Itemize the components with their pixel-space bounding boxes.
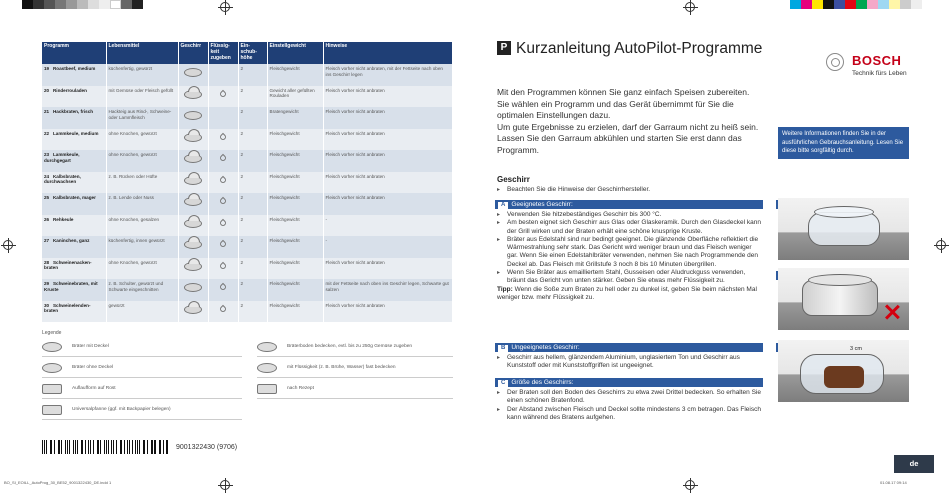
tip: Tipp: Wenn die Soße zum Braten zu hell oder zu dunkel ist, geben Sie beim nächsten Mal weniger bzw. mehr Flüssigkeit zu. bbox=[497, 285, 757, 301]
programme-note: Fleisch vorher nicht anbraten bbox=[325, 195, 385, 200]
roaster-with-lid-icon bbox=[184, 197, 202, 206]
programme-number: 26 bbox=[44, 216, 50, 222]
legend-item: Bräter ohne Deckel bbox=[42, 358, 242, 378]
programme-name: Kalbsbraten, mager bbox=[52, 195, 96, 200]
illustration-metal-roaster bbox=[778, 268, 909, 330]
recipe-book-icon bbox=[257, 384, 277, 394]
legend-item: nach Rezept bbox=[257, 379, 453, 399]
legend-item: mit Flüssigkeit (z. B. Brühe, Wasser) fast bedecken bbox=[257, 358, 453, 378]
setting-weight: Fleischgewicht bbox=[269, 302, 300, 308]
page-title: Kurzanleitung AutoPilot-Programme bbox=[516, 40, 763, 57]
liquid-icon bbox=[219, 89, 227, 97]
shelf-level: 2 bbox=[240, 87, 244, 93]
liquid-icon bbox=[219, 304, 227, 312]
food-description: ohne Knochen, gewürzt bbox=[108, 152, 157, 157]
section-c-list: ▸ Der Braten soll den Boden des Geschirrs zu etwa zwei Drittel bedecken. So erhalten Sie einen schönen Bratenfond. ▸ Der Abstand zwischen Fleisch und Deckel sollte mindestens 3 cm betragen. Das Fleisch kann während des Bratens aufgehen. bbox=[497, 389, 763, 422]
unsuitable-cross-icon bbox=[884, 304, 900, 320]
programme-name: Schweinelenden-braten bbox=[44, 302, 91, 314]
setting-weight: Fleischgewicht bbox=[269, 152, 300, 157]
roaster-with-lid-icon bbox=[184, 240, 202, 249]
roaster-with-lid-icon bbox=[42, 342, 62, 352]
col-einstellgewicht: Einstellgewicht bbox=[267, 42, 323, 64]
intro-text: Mit den Programmen können Sie ganz einfach Speisen zubereiten. Sie wählen ein Programm und das Gerät übernimmt für Sie die optimalen Einstellungen dazu. Um gute Ergebnisse zu erzielen, darf der Garraum nicht zu heiß sein. Lassen Sie den Garraum abkühlen und starten Sie erst dann das Programm. bbox=[497, 87, 759, 155]
registration-mark-icon bbox=[3, 240, 13, 250]
setting-weight: Bratengewicht bbox=[269, 109, 299, 114]
programme-number: 20 bbox=[44, 87, 50, 93]
info-box: Weitere Informationen finden Sie in der ausführlichen Gebrauchsanleitung. Lesen Sie diese bitte sorgfältig durch. bbox=[778, 127, 909, 159]
table-row bbox=[42, 215, 453, 237]
programme-note: Fleisch vorher nicht anbraten bbox=[325, 109, 385, 114]
programme-note: Fleisch vorher nicht anbraten bbox=[325, 130, 385, 136]
food-description: Hackteig aus Rind-, Schweine- oder Lammfleisch bbox=[108, 109, 172, 120]
programme-name: Rehkeule bbox=[52, 216, 74, 222]
legend-item: Bräterboden bedecken, evtl. bis zu 250g Gemüse zugeben bbox=[257, 337, 453, 357]
brand-tagline: Technik fürs Leben bbox=[852, 70, 907, 77]
barcode-number: 9001322430 (9706) bbox=[176, 444, 238, 451]
registration-mark-icon bbox=[685, 480, 695, 490]
col-geschirr: Geschirr bbox=[178, 42, 208, 64]
registration-mark-icon bbox=[220, 2, 230, 12]
liquid-broth-icon bbox=[257, 363, 277, 373]
shelf-level: 2 bbox=[240, 238, 244, 243]
programme-name: Schweinebraten, mit Kruste bbox=[44, 281, 98, 292]
table-row bbox=[42, 86, 453, 108]
col-einschubhoehe: Ein-schub-höhe bbox=[238, 42, 267, 64]
setting-weight: Fleischgewicht bbox=[269, 195, 300, 200]
col-lebensmittel: Lebensmittel bbox=[106, 42, 178, 64]
programme-note: Fleisch vorher nicht anbraten bbox=[325, 87, 385, 93]
liquid-icon bbox=[219, 261, 227, 269]
setting-weight: Fleischgewicht bbox=[269, 173, 300, 179]
programme-number: 29 bbox=[44, 281, 50, 286]
roaster-without-lid-icon bbox=[184, 68, 202, 77]
programme-note: Fleisch vorher nicht anbraten bbox=[325, 173, 385, 179]
food-description: gewürzt bbox=[108, 302, 125, 308]
programme-number: 30 bbox=[44, 302, 50, 308]
shelf-level: 2 bbox=[240, 259, 244, 265]
programme-number: 24 bbox=[44, 173, 50, 179]
language-badge: de bbox=[894, 455, 934, 473]
liquid-roaster-icon bbox=[257, 342, 277, 352]
programme-number: 22 bbox=[44, 130, 50, 136]
roaster-with-lid-icon bbox=[184, 90, 202, 99]
roaster-without-lid-icon bbox=[184, 111, 202, 120]
print-file-info: BO_SI_EOILL_AutoProg_30_BE52_9001322430_DE.indd 1 bbox=[4, 480, 112, 485]
legend-item: Bräter mit Deckel bbox=[42, 337, 242, 357]
table-row bbox=[42, 107, 453, 129]
programme-note: Fleisch vorher nicht anbraten, mit der Fettseite nach oben ins Geschirr legen bbox=[325, 66, 443, 77]
shelf-level: 2 bbox=[240, 109, 244, 114]
programme-note: mit der Fettseite nach oben ins Geschirr legen, Schwarte gut salzen bbox=[325, 281, 449, 292]
roaster-with-lid-icon bbox=[184, 219, 202, 228]
roaster-without-lid-icon bbox=[42, 363, 62, 373]
liquid-icon bbox=[219, 283, 227, 291]
baking-dish-rack-icon bbox=[42, 384, 62, 394]
universal-pan-icon bbox=[42, 405, 62, 415]
print-date: 01.08.17 09:14 bbox=[880, 480, 907, 485]
distance-annotation: 3 cm bbox=[850, 346, 862, 352]
shelf-level: 2 bbox=[240, 173, 244, 179]
section-a-header: A Geeignetes Geschirr: bbox=[495, 200, 763, 209]
liquid-icon bbox=[219, 218, 227, 226]
food-description: küchenfertig, gewürzt bbox=[108, 66, 153, 71]
programme-number: 21 bbox=[44, 109, 50, 114]
brand-name: BOSCH bbox=[852, 53, 902, 68]
color-bars-right bbox=[790, 0, 922, 9]
programme-number: 25 bbox=[44, 195, 50, 200]
liquid-icon bbox=[219, 154, 227, 162]
liquid-icon bbox=[219, 197, 227, 205]
legend-item: Universalpfanne (ggf. mit Backpapier belegen) bbox=[42, 400, 242, 420]
setting-weight: Fleischgewicht bbox=[269, 130, 300, 136]
food-description: mit Gemüse oder Fleisch gefüllt bbox=[108, 87, 174, 93]
col-fluessigkeit: Flüssig-keit zugeben bbox=[208, 42, 238, 64]
food-description: ohne Knochen, gewürzt bbox=[108, 259, 157, 265]
shelf-level: 2 bbox=[240, 302, 244, 308]
food-description: z. B. Schulter, gewürzt und Schwarte eingeschnitten bbox=[108, 281, 164, 292]
col-hinweise: Hinweise bbox=[323, 42, 453, 64]
table-row bbox=[42, 258, 453, 280]
programme-number: 27 bbox=[44, 238, 50, 243]
roaster-with-lid-icon bbox=[184, 262, 202, 271]
programme-note: Fleisch vorher nicht anbraten bbox=[325, 152, 385, 157]
setting-weight: Fleischgewicht bbox=[269, 281, 300, 286]
liquid-icon bbox=[219, 175, 227, 183]
programme-name: Kalbsbraten, durchwachsen bbox=[44, 173, 81, 185]
table-row bbox=[42, 150, 453, 172]
food-description: z. B. Rücken oder Hüfte bbox=[108, 173, 158, 179]
section-title: Geschirr bbox=[497, 175, 530, 184]
setting-weight: Gewicht aller gefüllten Rouladen bbox=[269, 87, 315, 99]
section-c-header: C Größe des Geschirrs: bbox=[495, 378, 763, 387]
shelf-level: 2 bbox=[240, 195, 244, 200]
liquid-icon bbox=[219, 132, 227, 140]
illustration-glass-roaster bbox=[778, 198, 909, 260]
setting-weight: Fleischgewicht bbox=[269, 259, 300, 265]
food-description: ohne Knochen, gesalzen bbox=[108, 216, 160, 222]
shelf-level: 2 bbox=[240, 152, 244, 157]
table-row bbox=[42, 172, 453, 194]
shelf-level: 2 bbox=[240, 216, 244, 222]
food-description: küchenfertig, innen gewürzt bbox=[108, 238, 165, 243]
programme-name: Hackbraten, frisch bbox=[52, 109, 94, 114]
programme-note: Fleisch vorher nicht anbraten bbox=[325, 259, 385, 265]
roaster-with-lid-icon bbox=[184, 154, 202, 163]
roaster-with-lid-icon bbox=[184, 176, 202, 185]
illustration-roaster-size bbox=[778, 340, 909, 402]
registration-mark-icon bbox=[220, 480, 230, 490]
food-description: ohne Knochen, gewürzt bbox=[108, 130, 157, 136]
color-bars-left bbox=[22, 0, 143, 9]
roaster-with-lid-icon bbox=[184, 133, 202, 142]
setting-weight: Fleischgewicht bbox=[269, 66, 300, 71]
programme-number: 28 bbox=[44, 259, 50, 265]
program-p-icon: P bbox=[497, 41, 511, 55]
roast-meat bbox=[824, 366, 864, 388]
roaster-with-lid-icon bbox=[184, 305, 202, 314]
table-row bbox=[42, 301, 453, 323]
programme-name: Rinderrouladen bbox=[52, 87, 87, 93]
programme-note: Fleisch vorher nicht anbraten bbox=[325, 302, 385, 308]
roaster-without-lid-icon bbox=[184, 283, 202, 292]
section-b-header: B Ungeeignetes Geschirr: bbox=[495, 343, 763, 352]
table-row bbox=[42, 279, 453, 301]
legend-title: Legende bbox=[42, 330, 62, 336]
programme-name: Lammkeule, durchgegart bbox=[44, 152, 80, 163]
programme-name: Schweinenacken-braten bbox=[44, 259, 92, 271]
food-description: z. B. Lende oder Nuss bbox=[108, 195, 154, 200]
table-row bbox=[42, 64, 453, 86]
table-row bbox=[42, 236, 453, 258]
liquid-icon bbox=[219, 240, 227, 248]
shelf-level: 2 bbox=[240, 130, 244, 136]
programme-name: Lammkeule, medium bbox=[52, 130, 99, 136]
col-programm: Programm bbox=[42, 42, 106, 64]
general-note: ▸ Beachten Sie die Hinweise der Geschirrhersteller. bbox=[497, 186, 763, 194]
programme-note: - bbox=[325, 238, 328, 243]
barcode bbox=[42, 440, 170, 454]
table-row bbox=[42, 129, 453, 151]
section-a-list: ▸ Verwenden Sie hitzebeständiges Geschirr bis 300 °C. ▸ Am besten eignet sich Geschirr aus Glas oder Glaskeramik. Durch den Glasdeckel kann der Grill wirken und der Braten erhält eine schöne knusprige Kruste. ▸ Bräter aus Edelstahl sind nur bedingt geeignet. Die glänzende Oberfläche reflektiert die Wärmestrahlung sehr stark. Das Gericht wird weniger braun und das Fleisch weniger gar. Wenn Sie einen Edelstahlbräter verwenden, nehmen Sie nach Programmende den Deckel ab. Das Fleisch mit Grillstufe 3 noch 8 bis 10 Minuten übergrillen. ▸ Wenn Sie Bräter aus emailliertem Stahl, Gusseisen oder Aludruckguss verwenden, bräunt das Gericht von unten stärker. Geben Sie etwas mehr Flüssigkeit zu. Tipp: Wenn die Soße zum Braten zu hell oder zu dunkel ist, geben Sie beim nächsten Mal weniger bzw. mehr Flüssigkeit zu. bbox=[497, 211, 763, 302]
shelf-level: 2 bbox=[240, 281, 244, 286]
setting-weight: Fleischgewicht bbox=[269, 238, 300, 243]
programme-number: 23 bbox=[44, 152, 50, 157]
table-row bbox=[42, 193, 453, 215]
registration-mark-icon bbox=[936, 240, 946, 250]
setting-weight: Fleischgewicht bbox=[269, 216, 300, 222]
programme-number: 19 bbox=[44, 66, 50, 71]
section-b-list: ▸ Geschirr aus hellem, glänzendem Aluminium, unglasiertem Ton und Geschirr aus Kunststoff oder mit Kunststoffgriffen ist ungeeignet. bbox=[497, 354, 763, 371]
shelf-level: 2 bbox=[240, 66, 244, 71]
programme-name: Kaninchen, ganz bbox=[52, 238, 90, 243]
programme-table bbox=[42, 42, 453, 322]
table-header-row bbox=[42, 42, 453, 64]
programme-name: Roastbeef, medium bbox=[52, 66, 96, 71]
legend-item: Auflaufform auf Rost bbox=[42, 379, 242, 399]
bosch-logo-icon bbox=[826, 53, 844, 71]
registration-mark-icon bbox=[685, 2, 695, 12]
programme-note: - bbox=[325, 216, 328, 222]
